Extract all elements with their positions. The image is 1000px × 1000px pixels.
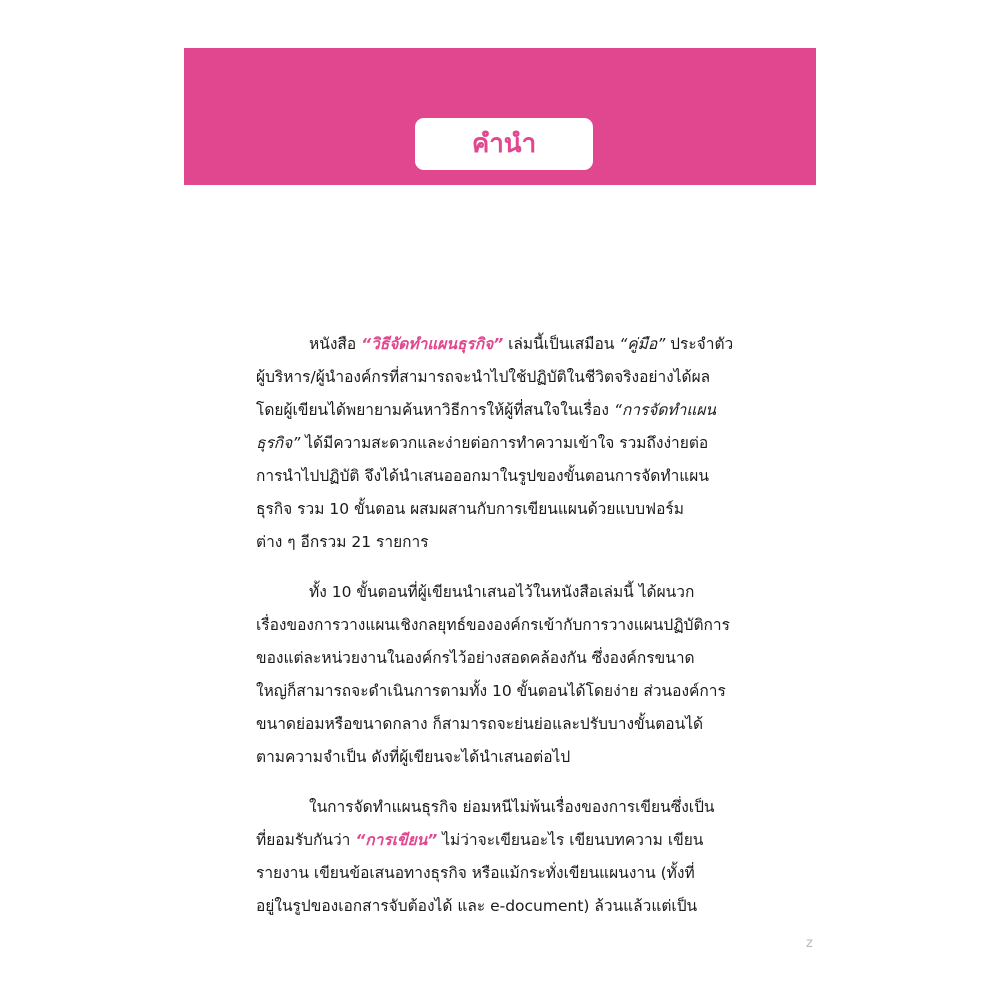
text-run: ตามความจำเป็น ดังที่ผู้เขียนจะได้นำเสนอต่อไป [256, 748, 571, 766]
text-line [256, 427, 744, 460]
body-text [256, 328, 744, 940]
text-run: ธุรกิจ รวม 10 ขั้นตอน ผสมผสานกับการเขียนแผนด้วยแบบฟอร์ม [256, 500, 684, 518]
text-line [256, 741, 744, 774]
text-line [256, 890, 744, 923]
text-run: ไม่ว่าจะเขียนอะไร เขียนบทความ เขียน [437, 831, 704, 849]
emphasis-italic: “การจัดทำแผน [613, 401, 717, 419]
text-run: รายงาน เขียนข้อเสนอทางธุรกิจ หรือแม้กระทั่งเขียนแผนงาน (ทั้งที่ [256, 864, 695, 882]
text-line [256, 824, 744, 857]
text-line [256, 526, 744, 559]
text-line [256, 857, 744, 890]
text-line [256, 675, 744, 708]
paragraph [256, 328, 744, 559]
text-run: ผู้บริหาร/ผู้นำองค์กรที่สามารถจะนำไปใช้ปฏิบัติในชีวิตจริงอย่างได้ผล [256, 368, 711, 386]
emphasis-italic: “คู่มือ” [619, 335, 666, 353]
text-line [256, 708, 744, 741]
text-run: เรื่องของการวางแผนเชิงกลยุทธ์ขององค์กรเข้ากับการวางแผนปฏิบัติการ [256, 616, 730, 634]
emphasis-italic: ธุรกิจ” [256, 434, 301, 452]
text-run: ใหญ่ก็สามารถจะดำเนินการตามทั้ง 10 ขั้นตอนได้โดยง่าย ส่วนองค์การ [256, 682, 726, 700]
page-title: คำนำ [471, 129, 537, 159]
text-line [256, 609, 744, 642]
text-line [256, 394, 744, 427]
text-run: โดยผู้เขียนได้พยายามค้นหาวิธีการให้ผู้ที่สนใจในเรื่อง [256, 401, 614, 419]
page-number: z [806, 936, 813, 951]
text-run: ประจำตัว [665, 335, 734, 353]
text-run: ในการจัดทำแผนธุรกิจ ย่อมหนีไม่พ้นเรื่องของการเขียนซึ่งเป็น [309, 798, 715, 816]
text-run: ทั้ง 10 ขั้นตอนที่ผู้เขียนนำเสนอไว้ในหนังสือเล่มนี้ ได้ผนวก [309, 583, 695, 601]
text-line [256, 642, 744, 675]
text-line [256, 361, 744, 394]
emphasis-highlight: “การเขียน” [355, 831, 438, 849]
emphasis-highlight: “วิธีจัดทำแผนธุรกิจ” [361, 335, 504, 353]
paragraph [256, 576, 744, 774]
text-run: อยู่ในรูปของเอกสารจับต้องได้ และ e-document) ล้วนแล้วแต่เป็น [256, 897, 698, 915]
title-box [415, 118, 593, 170]
text-run: ได้มีความสะดวกและง่ายต่อการทำความเข้าใจ รวมถึงง่ายต่อ [300, 434, 709, 452]
text-run: การนำไปปฏิบัติ จึงได้นำเสนอออกมาในรูปของขั้นตอนการจัดทำแผน [256, 467, 709, 485]
text-line [256, 460, 744, 493]
text-run: ต่าง ๆ อีกรวม 21 รายการ [256, 533, 429, 551]
text-run: หนังสือ [309, 335, 362, 353]
text-line [256, 493, 744, 526]
text-run: ขนาดย่อมหรือขนาดกลาง ก็สามารถจะย่นย่อและปรับบางขั้นตอนได้ [256, 715, 704, 733]
text-line [256, 328, 744, 361]
header-band [184, 48, 816, 185]
text-run: ที่ยอมรับกันว่า [256, 831, 356, 849]
text-line [256, 576, 744, 609]
paragraph [256, 791, 744, 923]
text-run: เล่มนี้เป็นเสมือน [503, 335, 620, 353]
text-line [256, 791, 744, 824]
text-run: ของแต่ละหน่วยงานในองค์กรไว้อย่างสอดคล้องกัน ซึ่งองค์กรขนาด [256, 649, 695, 667]
